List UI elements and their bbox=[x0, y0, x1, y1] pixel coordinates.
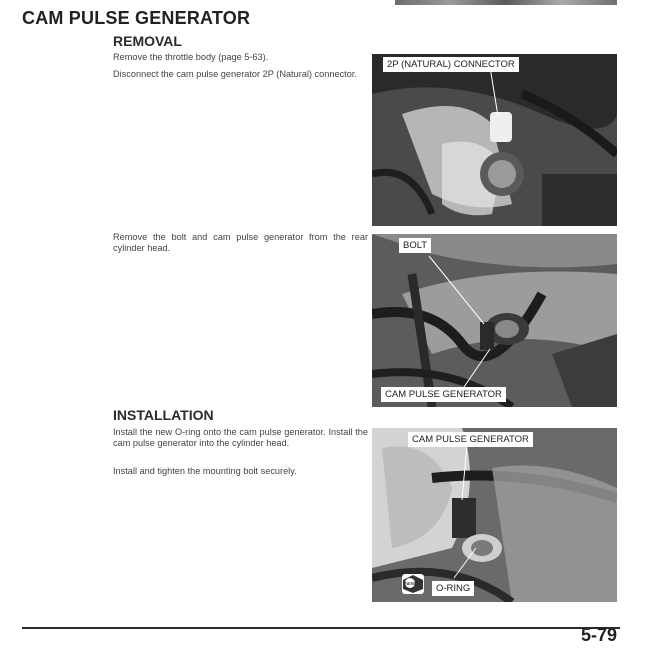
new-part-icon-art bbox=[402, 574, 424, 594]
bolt-photo bbox=[372, 234, 617, 407]
installation-step-2: Install and tighten the mounting bolt securely. bbox=[113, 466, 297, 476]
page-title: CAM PULSE GENERATOR bbox=[22, 8, 251, 28]
installation-heading: INSTALLATION bbox=[113, 407, 214, 423]
installation-photo bbox=[372, 428, 617, 602]
removal-heading: REMOVAL bbox=[113, 33, 182, 49]
generator-callout-removal: CAM PULSE GENERATOR bbox=[381, 387, 506, 402]
removal-step-3: Remove the bolt and cam pulse generator from the rear cylinder head. bbox=[113, 232, 368, 253]
connector-photo-art bbox=[372, 54, 617, 226]
installation-step-1: Install the new O-ring onto the cam pulse generator. Install the cam pulse generator into the cylinder head. bbox=[113, 427, 368, 448]
oring-callout: O-RING bbox=[432, 581, 474, 596]
removal-step-1: Remove the throttle body (page 5-63). bbox=[113, 52, 269, 62]
bolt-photo-art bbox=[372, 234, 617, 407]
footer-rule bbox=[22, 627, 620, 629]
connector-photo bbox=[372, 54, 617, 226]
page-number: 5-79 bbox=[580, 625, 617, 645]
bolt-callout: BOLT bbox=[399, 238, 431, 253]
new-part-icon bbox=[402, 574, 424, 594]
removal-step-2: Disconnect the cam pulse generator 2P (Natural) connector. bbox=[113, 69, 357, 79]
generator-callout-installation: CAM PULSE GENERATOR bbox=[408, 432, 533, 447]
header-strip bbox=[395, 0, 617, 5]
new-part-icon-label: NEW bbox=[404, 581, 416, 586]
connector-callout: 2P (NATURAL) CONNECTOR bbox=[383, 57, 519, 72]
